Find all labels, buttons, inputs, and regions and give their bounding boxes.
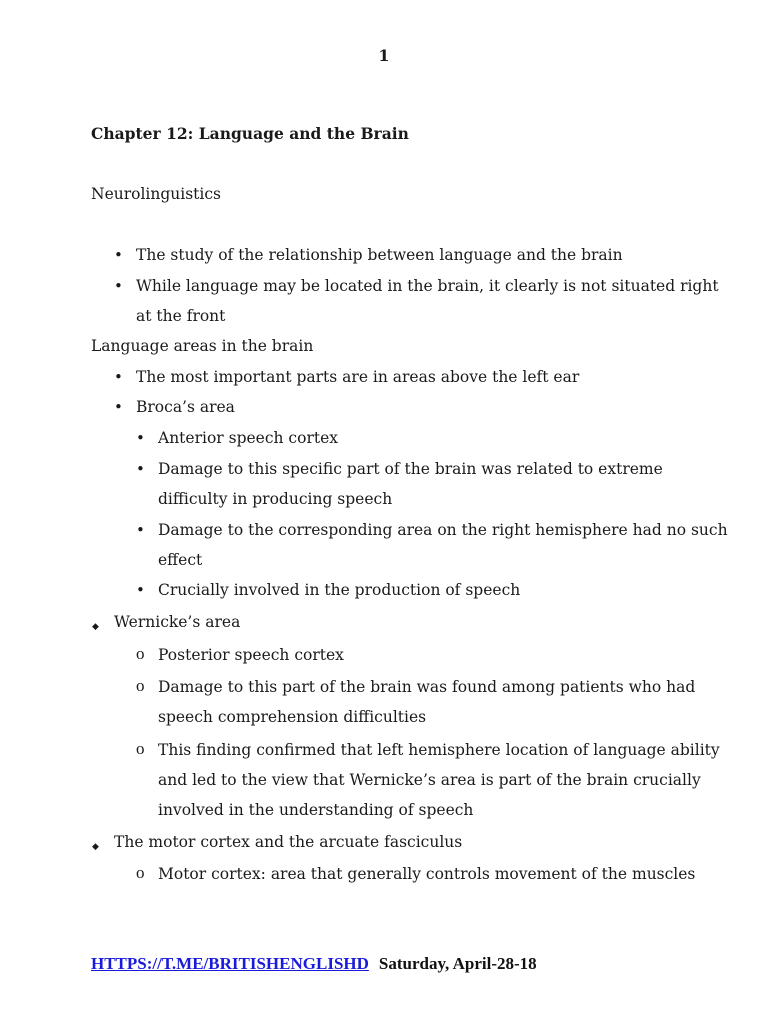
- list-item: Wernicke’s area: [114, 613, 241, 631]
- sub-list-item-continuation: speech comprehension difficulties: [158, 708, 427, 726]
- circle-bullet-icon: o: [136, 863, 145, 882]
- footer-date: Saturday, April-28-18: [378, 954, 537, 973]
- sub-list-item-continuation: difficulty in producing speech: [158, 490, 393, 508]
- bullet-dot-icon: •: [114, 368, 123, 386]
- sub-list-item: Posterior speech cortex: [158, 646, 344, 664]
- circle-bullet-icon: o: [136, 644, 145, 663]
- section-heading-neurolinguistics: Neurolinguistics: [91, 185, 221, 203]
- sub-list-item-continuation: involved in the understanding of speech: [158, 801, 474, 819]
- list-item: The motor cortex and the arcuate fasciculus: [114, 833, 463, 851]
- sub-list-item: Crucially involved in the production of speech: [158, 581, 521, 599]
- list-item: The study of the relationship between language and the brain: [136, 246, 623, 264]
- bullet-dot-icon: •: [114, 277, 123, 295]
- list-item-continuation: at the front: [136, 307, 226, 325]
- sub-list-item: This finding confirmed that left hemisphere location of language ability: [158, 741, 720, 759]
- sub-list-item: Damage to the corresponding area on the right hemisphere had no such: [158, 521, 728, 539]
- bullet-dot-icon: •: [114, 246, 123, 264]
- bullet-dot-icon: •: [136, 429, 145, 447]
- sub-list-item-continuation: and led to the view that Wernicke’s area is part of the brain crucially: [158, 771, 701, 789]
- bullet-dot-icon: •: [136, 581, 145, 599]
- sub-list-item: Damage to this specific part of the brain was related to extreme: [158, 460, 663, 478]
- list-item: The most important parts are in areas above the left ear: [136, 368, 580, 386]
- diamond-bullet-icon: ◆: [92, 842, 99, 852]
- bullet-dot-icon: •: [136, 460, 145, 478]
- footer-link[interactable]: HTTPS://T.ME/BRITISHENGLISHD: [91, 954, 369, 973]
- sub-list-item-continuation: effect: [158, 551, 203, 569]
- diamond-bullet-icon: ◆: [92, 622, 99, 632]
- chapter-title: Chapter 12: Language and the Brain: [91, 124, 409, 143]
- sub-list-item: Damage to this part of the brain was found among patients who had: [158, 678, 696, 696]
- list-item: While language may be located in the brain, it clearly is not situated right: [136, 277, 719, 295]
- circle-bullet-icon: o: [136, 676, 145, 695]
- sub-list-item: Anterior speech cortex: [158, 429, 338, 447]
- circle-bullet-icon: o: [136, 739, 145, 758]
- section-heading-language-areas: Language areas in the brain: [91, 337, 314, 355]
- page-number: 1: [378, 46, 390, 65]
- list-item: Broca’s area: [136, 398, 235, 416]
- page-footer: [91, 954, 537, 974]
- bullet-dot-icon: •: [114, 398, 123, 416]
- bullet-dot-icon: •: [136, 521, 145, 539]
- sub-list-item: Motor cortex: area that generally controls movement of the muscles: [158, 865, 696, 883]
